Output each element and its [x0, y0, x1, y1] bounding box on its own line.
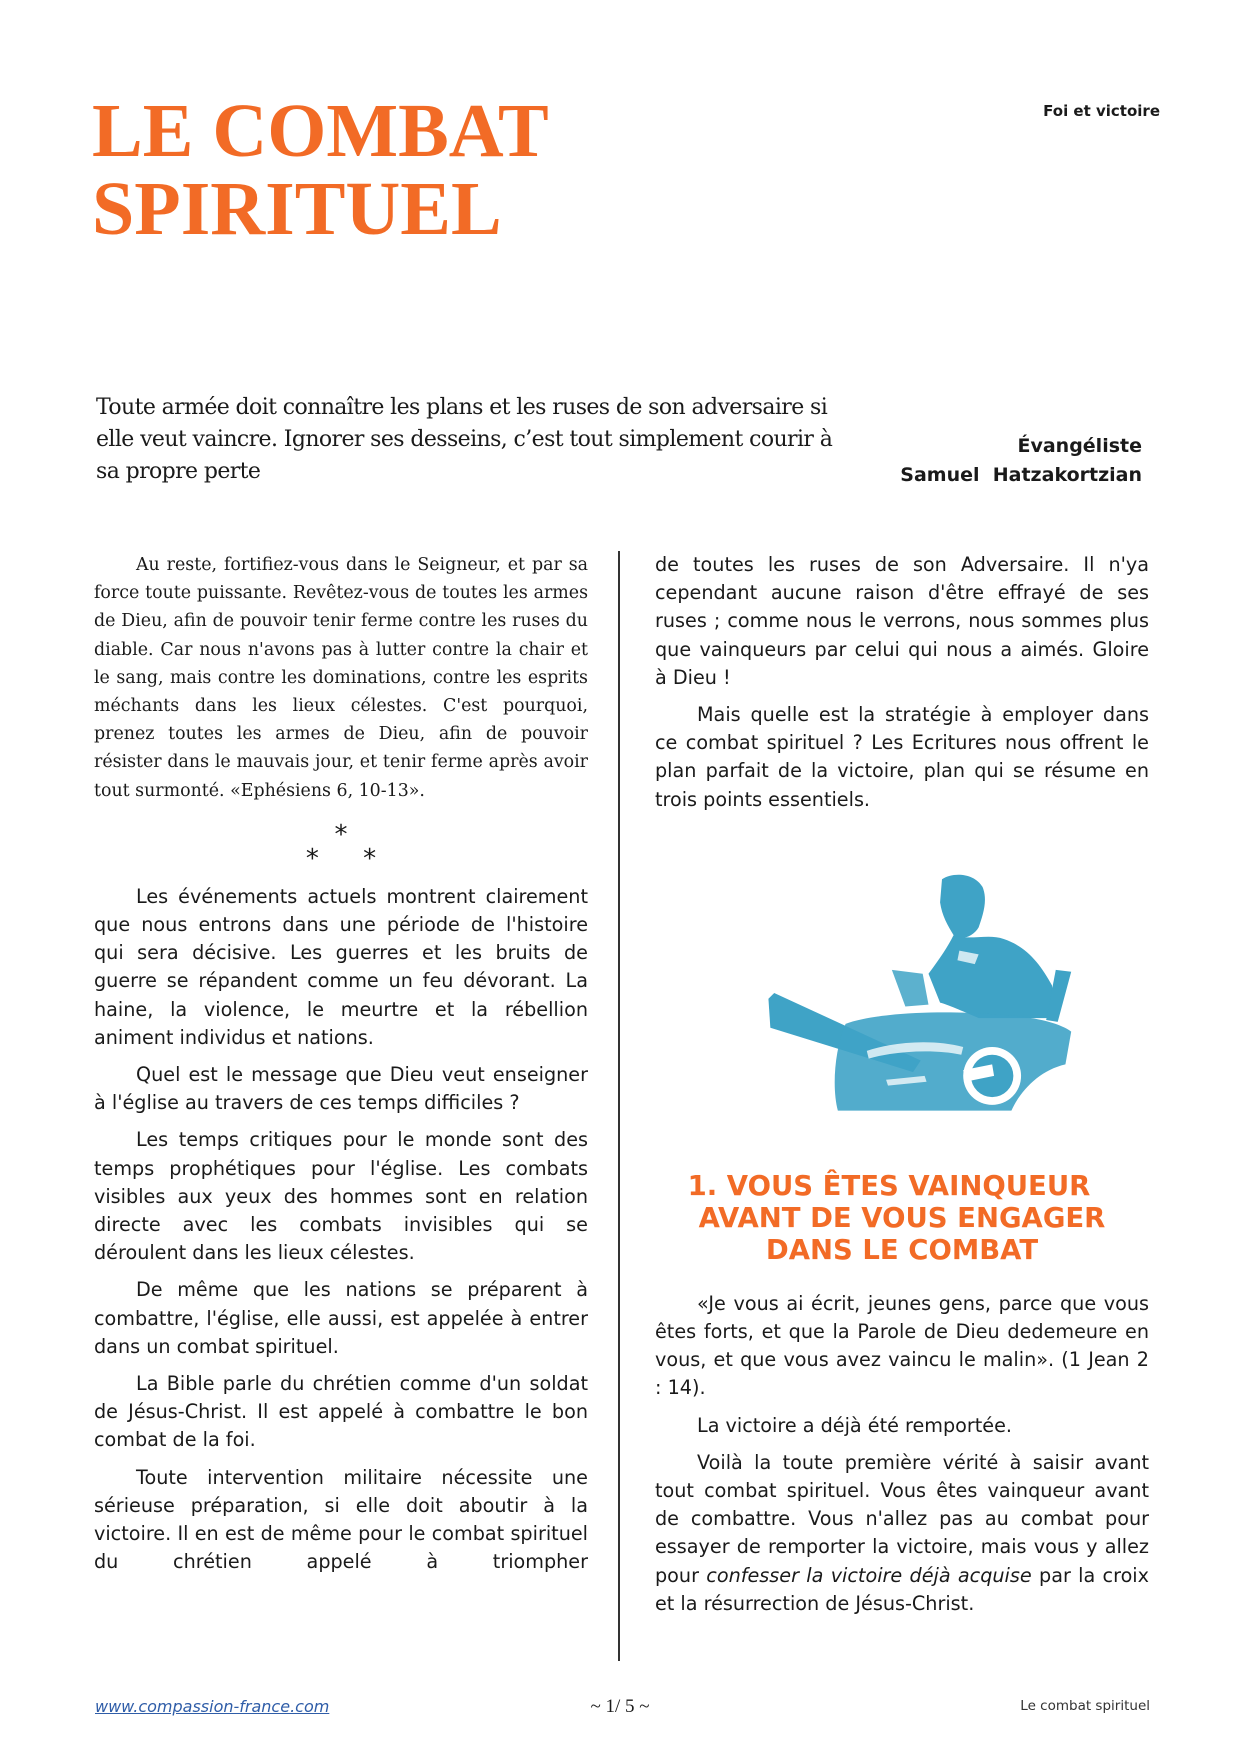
continuation-paragraph: de toutes les ruses de son Adversaire. Il n'ya cependant aucune raison d'être effrayé de ses ruses ; comme nous le verrons, nous sommes plus que vainqueurs par celui qui nous a aimés. Gloire à Dieu !: [655, 553, 1149, 689]
asterism-top: *: [334, 819, 348, 850]
title-line-1: LE COMBAT: [92, 89, 549, 173]
footer-document-title: Le combat spirituel: [1020, 1698, 1150, 1714]
asterism-separator: [94, 819, 588, 874]
asterism-bottom: * *: [305, 843, 395, 874]
soldier-tank-illustration: [750, 858, 1080, 1128]
series-tag: Foi et victoire: [1043, 102, 1160, 120]
title-line-2: SPIRITUEL: [92, 167, 502, 251]
strategy-paragraph: Mais quelle est la stratégie à employer dans ce combat spirituel ? Les Ecritures nous offrent le plan parfait de la victoire, plan qui se résume en trois points essentiels.: [655, 703, 1149, 811]
page-number: ~ 1/ 5 ~: [590, 1696, 650, 1717]
page-title: [92, 89, 792, 251]
section-heading-line-3: DANS LE COMBAT: [765, 1233, 1039, 1266]
website-link[interactable]: www.compassion-france.com: [95, 1697, 330, 1716]
soldier-head: [940, 875, 985, 938]
section-heading-line-1: 1. VOUS ÊTES VAINQUEUR: [687, 1169, 1091, 1202]
paragraph: La Bible parle du chrétien comme d'un soldat de Jésus-Christ. Il est appelé à combattre le bon combat de la foi.: [94, 1372, 588, 1452]
truth-italic: confesser la victoire déjà acquise: [706, 1563, 1032, 1587]
truth-end: par la croix et la résurrection de Jésus-Christ.: [655, 1563, 1149, 1615]
paragraph: Les temps critiques pour le monde sont des temps prophétiques pour l'église. Les combats visibles aux yeux des hommes sont en relation directe avec les combats invisibles qui se déroulent dans les lieux célestes.: [94, 1128, 588, 1265]
paragraph: De même que les nations se préparent à combattre, l'église, elle aussi, est appelée à entrer dans un combat spirituel.: [94, 1278, 588, 1358]
author-name: Samuel Hatzakortzian: [900, 464, 1142, 486]
truth-start: Voilà la toute première vérité à saisir avant tout combat spirituel. Vous êtes vainqueur avant de combattre. Vous n'allez pas au combat pour essayer de remporter la victoire, mais vous y allez pour: [655, 1450, 1149, 1587]
soldier-book: [892, 970, 929, 1007]
lead-paragraph: Toute armée doit connaître les plans et les ruses de son adversaire si elle veut vaincre. Ignorer ses desseins, c’est tout simplement courir à sa propre perte: [96, 395, 833, 484]
quote-paragraph: «Je vous ai écrit, jeunes gens, parce que vous êtes forts, et que la Parole de Dieu dedemeure en vous, et que vous avez vaincu le malin». (1 Jean 2 : 14).: [655, 1291, 1149, 1400]
victory-paragraph: La victoire a déjà été remportée.: [697, 1413, 1013, 1437]
author-role: Évangéliste: [1017, 435, 1142, 457]
tank-turret: [835, 1012, 1072, 1110]
column-divider: [618, 551, 620, 1661]
paragraph: Quel est le message que Dieu veut enseigner à l'église au travers de ces temps difficiles ?: [94, 1063, 588, 1115]
left-column: [94, 551, 588, 1586]
soldier-torso: [929, 935, 1058, 1018]
paragraph: Les événements actuels montrent clairement que nous entrons dans une période de l'histoire qui sera décisive. Les guerres et les bruits de guerre se répandent comme un feu dévorant. La haine, la violence, le meurtre et la rébellion animent individus et nations.: [94, 884, 588, 1049]
section-heading-line-2: AVANT DE VOUS ENGAGER: [698, 1201, 1106, 1234]
section-heading: [655, 1170, 1149, 1266]
author-block: [840, 432, 1142, 490]
truth-paragraph: [655, 1449, 1149, 1618]
bible-verse: Au reste, fortifiez-vous dans le Seigneur, et par sa force toute puissante. Revêtez-vous de toutes les armes de Dieu, afin de pouvoir tenir ferme contre les ruses du diable. Car nous n'avons pas à lutter contre la chair et le sang, mais contre les dominations, contre les esprits méchants dans les lieux célestes. C'est pourquoi, prenez toutes les armes de Dieu, afin de pouvoir résister dans le mauvais jour, et tenir ferme après avoir tout surmonté. «Ephésiens 6, 10-13».: [94, 555, 588, 801]
paragraph: Toute intervention militaire nécessite une sérieuse préparation, si elle doit aboutir à la victoire. Il en est de même pour le combat spirituel du chrétien appelé à triompher: [94, 1465, 588, 1574]
